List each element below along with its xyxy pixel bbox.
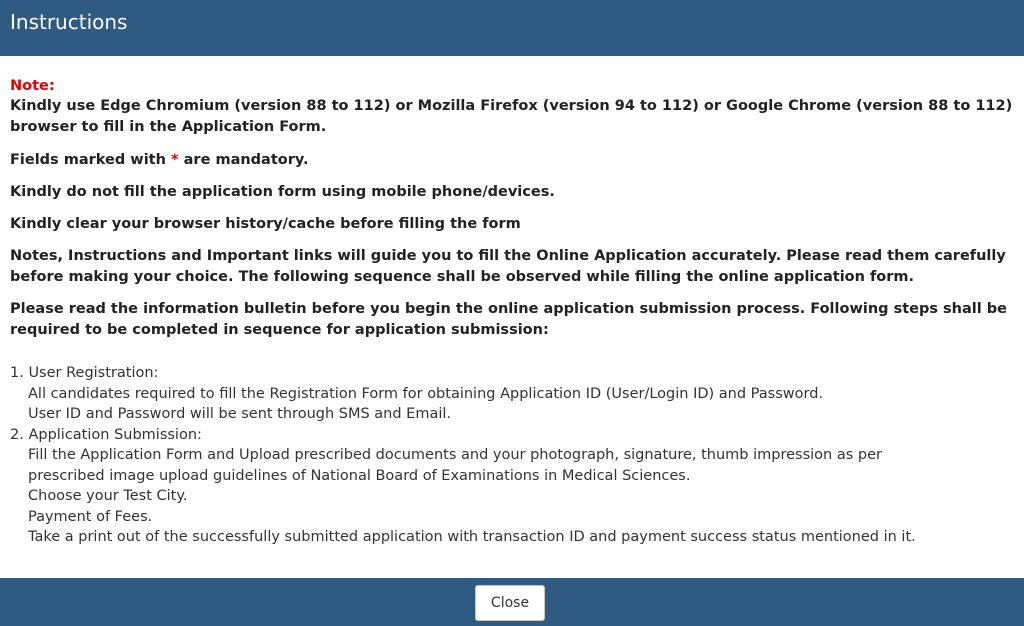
modal-title: Instructions [10, 10, 128, 34]
step-line: Choose your Test City. [28, 488, 188, 504]
required-asterisk: * [170, 152, 179, 168]
step-line: Payment of Fees. [28, 508, 153, 525]
mandatory-prefix: Fields marked with [10, 152, 166, 168]
steps-list [10, 363, 1014, 548]
bulletin-note: Please read the information bulletin before you begin the online application submission process. Following steps shall be required to be completed in sequence for application submission: [10, 301, 1007, 338]
step-title: 2. Application Submission: [10, 426, 202, 443]
mobile-note: Kindly do not fill the application form using mobile phone/devices. [10, 184, 555, 200]
mandatory-note [10, 150, 1014, 171]
step-line: Take a print out of the successfully submitted application with transaction ID and payment success status mentioned in it. [28, 529, 916, 545]
step-line: Fill the Application Form and Upload prescribed documents and your photograph, signature, thumb impression as per prescribed image upload guidelines of National Board of Examinations in Medical Sciences. [28, 447, 882, 484]
cache-note: Kindly clear your browser history/cache before filling the form [10, 216, 521, 232]
step-title: 1. User Registration: [10, 365, 159, 381]
modal-footer [0, 578, 1024, 626]
guidance-note: Notes, Instructions and Important links will guide you to fill the Online Application accurately. Please read them carefully before making your choice. The following sequence shall be observed while filling the online application form. [10, 248, 1006, 285]
step-line: All candidates required to fill the Registration Form for obtaining Application ID (User/Login ID) and Password. [28, 385, 824, 402]
note-label: Note: [10, 78, 55, 94]
step-line: User ID and Password will be sent through SMS and Email. [28, 406, 452, 422]
close-button[interactable]: Close [475, 585, 545, 621]
step-item [10, 425, 1014, 548]
modal-header [0, 0, 1024, 56]
step-item [10, 363, 1014, 425]
browser-note: Kindly use Edge Chromium (version 88 to 112) or Mozilla Firefox (version 94 to 112) or Google Chrome (version 88 to 112) browser to fill in the Application Form. [10, 98, 1013, 135]
mandatory-suffix: are mandatory. [183, 152, 309, 168]
modal-body [0, 56, 1024, 578]
